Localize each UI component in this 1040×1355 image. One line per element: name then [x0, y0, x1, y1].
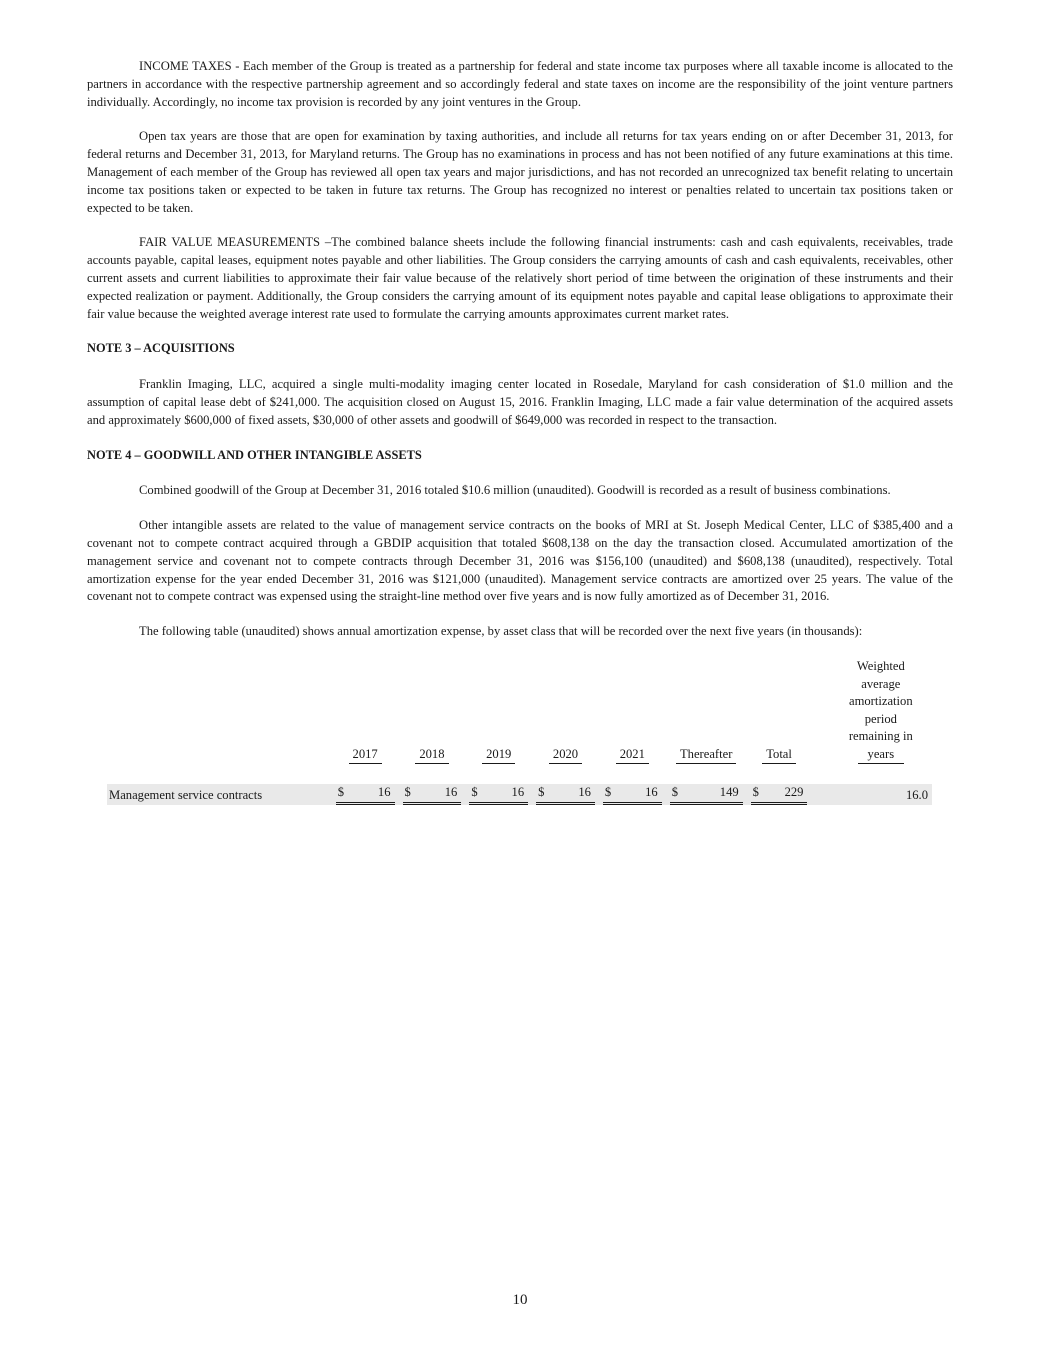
currency-symbol: $ [404, 785, 411, 800]
header-thereafter: Thereafter [676, 746, 736, 765]
currency-symbol: $ [538, 785, 545, 800]
row-label: Management service contracts [107, 784, 332, 805]
header-2018: 2018 [415, 746, 448, 765]
note3-paragraph: Franklin Imaging, LLC, acquired a single multi-modality imaging center located in Rosedale, Maryland for cash consideration of $1.0 million and the assumption of capital lease debt of $241,000. The acquisition closed on August 15, 2016. Franklin Imaging, LLC made a fair value determination of the acquired assets and approximately $600,000 of fixed assets, $30,000 of other assets and goodwill of $649,000 was recorded in respect to the transaction. [87, 377, 953, 427]
value-total: 229 [784, 785, 804, 800]
open-tax-years-paragraph: Open tax years are those that are open for examination by taxing authorities, and include all returns for tax years ending on or after December 31, 2013, for federal returns and December 31, 2013, for Maryland returns. The Group has no examinations in process and has not been notified of any future examinations at this time. Management of each member of the Group has reviewed all open tax years and major jurisdictions, and has not recorded an unrecognized tax benefit relating to uncertain income tax positions taken or expected to be taken in future tax returns. The Group has recognized no interest or penalties related to uncertain tax positions taken or expected to be taken. [87, 129, 953, 215]
value-2021: 16 [645, 785, 658, 800]
fair-value-paragraph: FAIR VALUE MEASUREMENTS –The combined balance sheets include the following financial instruments: cash and cash equivalents, receivables, trade accounts payable, capital leases, equipment notes payable and other liabilities. The Group considers the carrying amounts of cash and cash equivalents, receivables, other current assets and current liabilities to approximate their fair value because of the relatively short period of time between the origination of these instruments and their expected realization or payment. Additionally, the Group considers the carrying amount of its equipment notes payable and capital lease obligations to approximate their fair value because the weighted average interest rate used to formulate the carrying amounts approximates current market rates. [87, 235, 953, 321]
currency-symbol: $ [604, 785, 612, 800]
header-2019: 2019 [482, 746, 515, 765]
value-2018: 16 [444, 785, 458, 800]
currency-symbol: $ [471, 785, 478, 800]
note3-heading: NOTE 3 – ACQUISITIONS [87, 341, 235, 356]
note4-heading: NOTE 4 – GOODWILL AND OTHER INTANGIBLE ASSETS [87, 447, 422, 462]
intangibles-paragraph: Other intangible assets are related to the value of management service contracts on the books of MRI at St. Joseph Medical Center, LLC of $385,400 and a covenant not to compete contract acquired through a GBDIP acquisition that totaled $608,138 on the day the transaction closed. Accumulated amortization of the management service and covenant not to compete contracts through December 31, 2016 was $156,100 (unaudited) and $608,138 (unaudited), respectively. Total amortization expense for the year ended December 31, 2016 was $121,000 (unaudited). Management service contracts are amortized over 25 years. The value of the covenant not to compete contract was expensed using the straight-line method over five years and is now fully amortized as of December 31, 2016. [87, 518, 953, 604]
amortization-table [107, 658, 932, 805]
goodwill-paragraph: Combined goodwill of the Group at December 31, 2016 totaled $10.6 million (unaudited). Goodwill is recorded as a result of business combinations. [139, 483, 891, 498]
header-2017: 2017 [349, 746, 382, 765]
page-number: 10 [512, 1292, 528, 1308]
header-total: Total [762, 746, 796, 765]
value-weighted-years: 16.0 [830, 784, 932, 805]
value-2020: 16 [578, 785, 591, 800]
header-2020: 2020 [549, 746, 582, 765]
currency-symbol: $ [671, 785, 678, 800]
table-header-row [107, 658, 932, 767]
table-intro-paragraph: The following table (unaudited) shows annual amortization expense, by asset class that will be recorded over the next five years (in thousands): [139, 624, 863, 639]
currency-symbol: $ [337, 785, 345, 800]
header-2021: 2021 [616, 746, 649, 765]
value-thereafter: 149 [719, 785, 739, 800]
table-row [107, 784, 932, 805]
header-weighted-average: Weighted average amortization period remaining in years [830, 658, 932, 765]
document-page [87, 58, 953, 805]
income-taxes-paragraph: INCOME TAXES - Each member of the Group is treated as a partnership for federal and state income tax purposes where all taxable income is allocated to the partners in accordance with the respective partnership agreement and so accordingly federal and state taxes on income are the responsibility of the joint venture partners individually. Accordingly, no income tax provision is recorded by any joint ventures in the Group. [87, 59, 953, 109]
value-2019: 16 [511, 785, 525, 800]
currency-symbol: $ [752, 785, 759, 800]
value-2017: 16 [377, 785, 391, 800]
